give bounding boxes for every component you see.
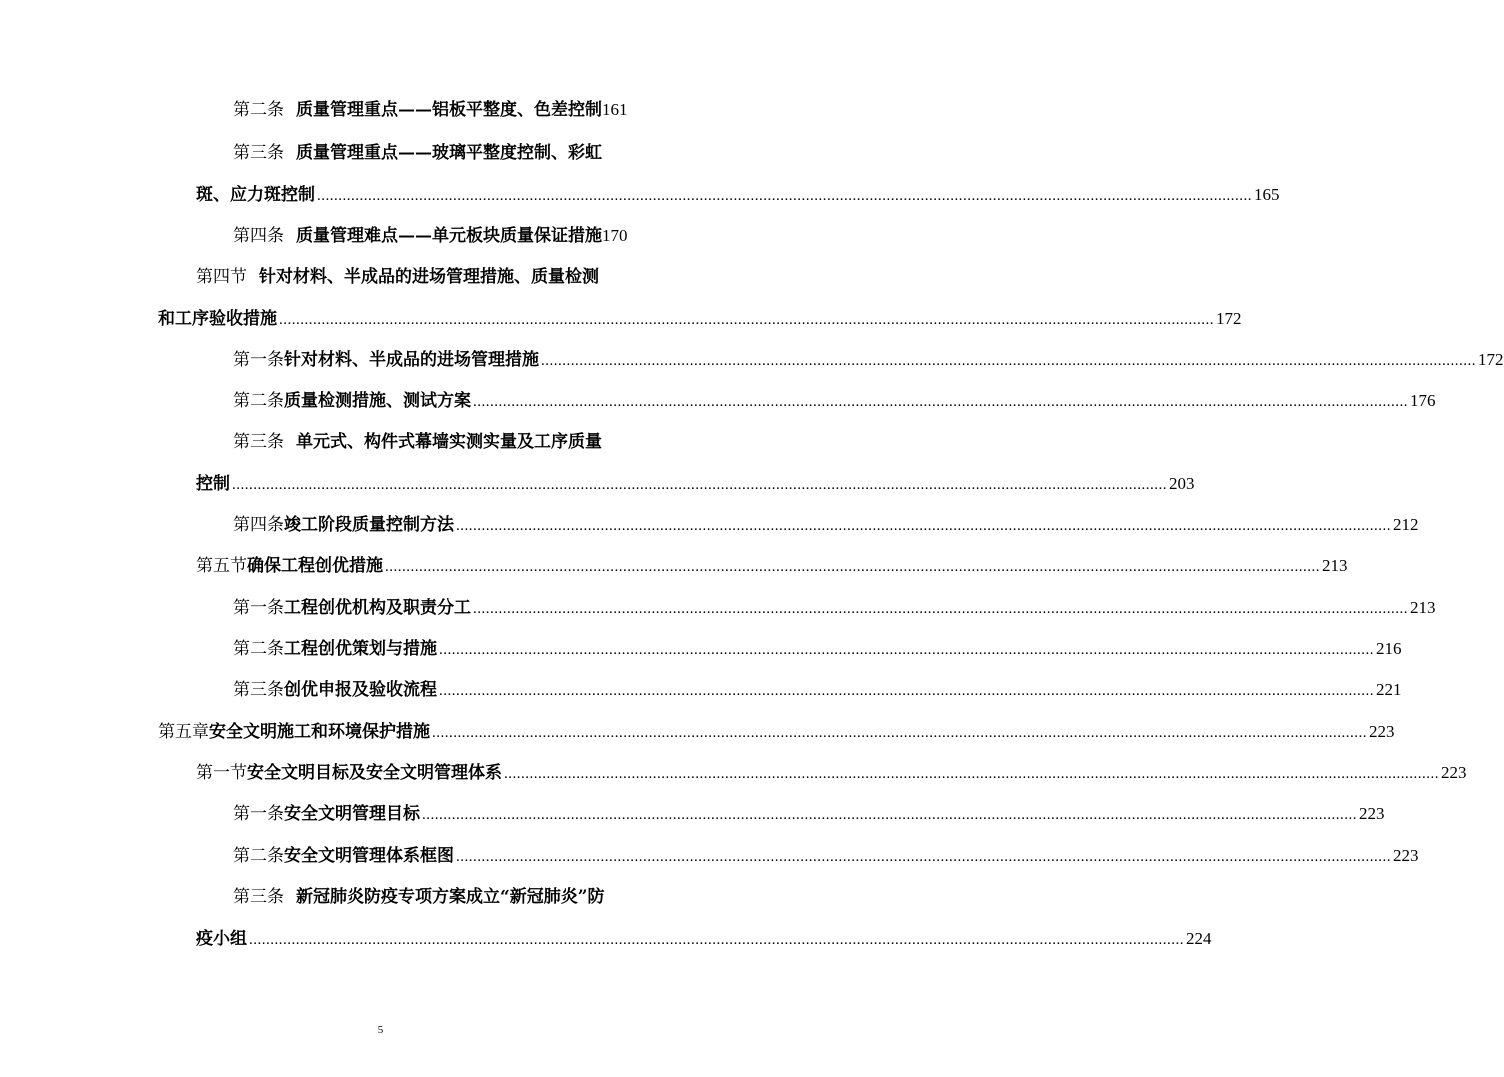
toc-entry-label: 第三条 bbox=[233, 432, 284, 452]
toc-entry bbox=[196, 555, 1348, 578]
toc-entry-title: 安全文明施工和环境保护措施 bbox=[209, 722, 430, 742]
toc-entry bbox=[233, 886, 635, 908]
toc-entry-page: 203 bbox=[1169, 474, 1195, 493]
toc-entry-label: 第二条 bbox=[233, 846, 284, 866]
toc-entry-title: 质量管理重点——铝板平整度、色差控制 bbox=[296, 100, 602, 120]
toc-entry-title: 新冠肺炎防疫专项方案成立“新冠肺炎”防 bbox=[296, 887, 605, 907]
toc-entry bbox=[196, 473, 1195, 496]
toc-entry-page: 212 bbox=[1393, 515, 1419, 534]
toc-entry-page: 223 bbox=[1369, 722, 1395, 741]
toc-leader-dots: ............................................................................................................................................................................................................................ bbox=[473, 394, 1408, 410]
toc-entry-page: 213 bbox=[1322, 556, 1348, 575]
toc-entry bbox=[233, 349, 1504, 372]
toc-entry-title: 质量管理难点——单元板块质量保证措施 bbox=[296, 226, 602, 246]
toc-entry-title: 控制 bbox=[196, 474, 230, 494]
toc-entry bbox=[233, 99, 660, 121]
toc-entry-title: 确保工程创优措施 bbox=[247, 556, 383, 576]
toc-entry-title: 安全文明管理体系框图 bbox=[284, 846, 454, 866]
toc-entry bbox=[233, 597, 1436, 620]
toc-entry-page: 216 bbox=[1376, 639, 1402, 658]
toc-entry-title: 针对材料、半成品的进场管理措施、质量检测 bbox=[259, 267, 599, 287]
toc-entry-title: 单元式、构件式幕墙实测实量及工序质量 bbox=[296, 432, 602, 452]
toc-entry-label: 第二条 bbox=[233, 391, 284, 411]
toc-entry-page: 223 bbox=[1441, 763, 1467, 782]
toc-entry-page: 172 bbox=[1216, 309, 1242, 328]
toc-entry-page: 224 bbox=[1186, 929, 1212, 948]
toc-entry-title: 疫小组 bbox=[196, 929, 247, 949]
toc-leader-dots: ............................................................................................................................................................................................................................ bbox=[385, 559, 1320, 575]
toc-leader-dots: ............................................................................................................................................................................................................................ bbox=[504, 766, 1439, 782]
toc-leader-dots: ............................................................................................................................................................................................................................ bbox=[456, 518, 1391, 534]
toc-entry-title: 竣工阶段质量控制方法 bbox=[284, 515, 454, 535]
toc-entry-label: 第三条 bbox=[233, 887, 284, 907]
toc-entry-page: 161 bbox=[602, 100, 628, 119]
toc-entry bbox=[233, 638, 1402, 661]
toc-entry bbox=[196, 928, 1212, 951]
toc-entry-label: 第四节 bbox=[196, 267, 247, 287]
toc-entry-page: 223 bbox=[1359, 804, 1385, 823]
toc-leader-dots: ............................................................................................................................................................................................................................ bbox=[279, 312, 1214, 328]
toc-entry-page: 170 bbox=[602, 226, 628, 245]
toc-entry-label: 第一条 bbox=[233, 598, 284, 618]
toc-entry-title: 创优申报及验收流程 bbox=[284, 680, 437, 700]
toc-entry-page: 213 bbox=[1410, 598, 1436, 617]
toc-leader-dots: ............................................................................................................................................................................................................................ bbox=[439, 683, 1374, 699]
toc-entry-label: 第二条 bbox=[233, 639, 284, 659]
toc-entry-label: 第四条 bbox=[233, 226, 284, 246]
toc-entry-page: 221 bbox=[1376, 680, 1402, 699]
toc-entry-label: 第二条 bbox=[233, 100, 284, 120]
toc-leader-dots: ............................................................................................................................................................................................................................ bbox=[422, 807, 1357, 823]
toc-entry bbox=[233, 390, 1436, 413]
toc-entry bbox=[196, 266, 635, 288]
toc-entry-label: 第三条 bbox=[233, 680, 284, 700]
toc-entry bbox=[233, 225, 660, 247]
toc-leader-dots: ............................................................................................................................................................................................................................ bbox=[541, 353, 1476, 369]
toc-entry bbox=[233, 142, 635, 164]
toc-entry bbox=[196, 762, 1467, 785]
toc-leader-dots: ............................................................................................................................................................................................................................ bbox=[232, 477, 1167, 493]
toc-entry bbox=[233, 845, 1419, 868]
toc-entry bbox=[196, 184, 1280, 207]
toc-entry bbox=[158, 721, 1395, 744]
toc-entry bbox=[233, 803, 1385, 826]
toc-leader-dots: ............................................................................................................................................................................................................................ bbox=[432, 725, 1367, 741]
toc-entry-page: 176 bbox=[1410, 391, 1436, 410]
toc-entry-title: 安全文明管理目标 bbox=[284, 804, 420, 824]
toc-entry-title: 针对材料、半成品的进场管理措施 bbox=[284, 350, 539, 370]
toc-entry-title: 斑、应力斑控制 bbox=[196, 185, 315, 205]
toc-entry-page: 223 bbox=[1393, 846, 1419, 865]
toc-entry-label: 第五章 bbox=[158, 722, 209, 742]
toc-leader-dots: ............................................................................................................................................................................................................................ bbox=[249, 932, 1184, 948]
toc-entry-page: 172 bbox=[1478, 350, 1504, 369]
toc-entry-title: 工程创优机构及职责分工 bbox=[284, 598, 471, 618]
toc-entry-title: 和工序验收措施 bbox=[158, 309, 277, 329]
toc-entry bbox=[158, 308, 1242, 331]
toc-entry-label: 第三条 bbox=[233, 143, 284, 163]
toc-entry-title: 工程创优策划与措施 bbox=[284, 639, 437, 659]
page-number: 5 bbox=[377, 1024, 384, 1036]
toc-entry-label: 第一条 bbox=[233, 804, 284, 824]
toc-entry bbox=[233, 679, 1402, 702]
toc-entry-title: 质量检测措施、测试方案 bbox=[284, 391, 471, 411]
toc-entry bbox=[233, 514, 1419, 537]
toc-entry-label: 第四条 bbox=[233, 515, 284, 535]
toc-entry-label: 第五节 bbox=[196, 556, 247, 576]
toc-leader-dots: ............................................................................................................................................................................................................................ bbox=[317, 188, 1252, 204]
toc-entry-title: 安全文明目标及安全文明管理体系 bbox=[247, 763, 502, 783]
toc-entry-page: 165 bbox=[1254, 185, 1280, 204]
toc-entry-title: 质量管理重点——玻璃平整度控制、彩虹 bbox=[296, 143, 602, 163]
toc-entry-label: 第一条 bbox=[233, 350, 284, 370]
toc-entry bbox=[233, 431, 635, 453]
toc-entry-label: 第一节 bbox=[196, 763, 247, 783]
toc-leader-dots: ............................................................................................................................................................................................................................ bbox=[473, 601, 1408, 617]
toc-leader-dots: ............................................................................................................................................................................................................................ bbox=[439, 642, 1374, 658]
toc-leader-dots: ............................................................................................................................................................................................................................ bbox=[456, 849, 1391, 865]
